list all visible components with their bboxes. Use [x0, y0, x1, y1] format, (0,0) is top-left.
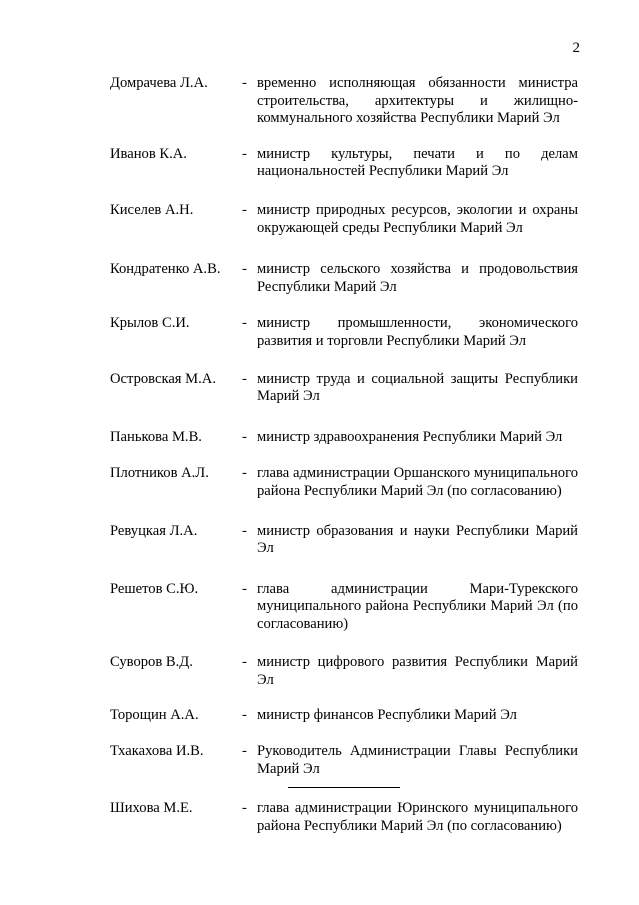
- member-role: министр сельского хозяйства и продовольствия Республики Марий Эл: [257, 261, 578, 295]
- list-item: [110, 465, 578, 500]
- members-list: [110, 75, 578, 836]
- dash-separator: -: [242, 370, 247, 387]
- member-name: Островская М.А.: [110, 370, 216, 387]
- member-name: Ревуцкая Л.А.: [110, 522, 198, 539]
- member-name: Кондратенко А.В.: [110, 261, 221, 278]
- dash-separator: -: [242, 654, 247, 671]
- member-role: министр культуры, печати и по делам национальностей Республики Марий Эл: [257, 145, 578, 180]
- member-role: министр финансов Республики Марий Эл: [257, 706, 517, 723]
- member-role: временно исполняющая обязанности министра строительства, архитектуры и жилищно-коммунального хозяйства Республики Марий Эл: [257, 75, 578, 127]
- member-role: Руководитель Администрации Главы Республики Марий Эл: [257, 743, 578, 777]
- member-name: Шихова М.Е.: [110, 800, 193, 817]
- dash-separator: -: [242, 522, 247, 539]
- list-item: [110, 75, 578, 128]
- member-name: Иванов К.А.: [110, 145, 187, 162]
- member-name: Домрачева Л.А.: [110, 75, 208, 91]
- dash-separator: -: [242, 580, 247, 597]
- list-item: [110, 707, 578, 725]
- dash-separator: -: [242, 75, 247, 91]
- member-name: Решетов С.Ю.: [110, 580, 199, 597]
- dash-separator: -: [242, 800, 247, 817]
- list-item: [110, 523, 578, 558]
- list-item: [110, 654, 578, 689]
- dash-separator: -: [242, 145, 247, 162]
- member-role: министр труда и социальной защиты Республики Марий Эл: [257, 370, 578, 405]
- member-role: министр природных ресурсов, экологии и охраны окружающей среды Республики Марий Эл: [257, 201, 578, 236]
- list-item: [110, 146, 578, 181]
- list-item: [110, 261, 578, 296]
- dash-separator: -: [242, 315, 247, 332]
- list-item: [110, 743, 578, 778]
- member-name: Панькова М.В.: [110, 428, 202, 445]
- dash-separator: -: [242, 743, 247, 760]
- member-name: Крылов С.И.: [110, 315, 190, 332]
- list-item: [110, 429, 578, 447]
- member-role: глава администрации Мари-Турекского муниципального района Республики Марий Эл (по согласованию): [257, 580, 578, 632]
- list-item: [110, 581, 578, 634]
- dash-separator: -: [242, 428, 247, 445]
- page-number: 2: [572, 40, 580, 56]
- member-role: министр образования и науки Республики Марий Эл: [257, 522, 578, 557]
- member-role: министр промышленности, экономического развития и торговли Республики Марий Эл: [257, 315, 578, 349]
- member-name: Торощин А.А.: [110, 706, 199, 723]
- dash-separator: -: [242, 465, 247, 482]
- member-name: Плотников А.Л.: [110, 465, 209, 482]
- member-role: министр цифрового развития Республики Марий Эл: [257, 654, 578, 689]
- list-item: [110, 202, 578, 237]
- member-name: Киселев А.Н.: [110, 201, 194, 218]
- list-item: [110, 371, 578, 406]
- list-item: [110, 800, 578, 835]
- dash-separator: -: [242, 706, 247, 723]
- member-name: Суворов В.Д.: [110, 654, 193, 671]
- member-role: министр здравоохранения Республики Марий Эл: [257, 428, 563, 445]
- dash-separator: -: [242, 201, 247, 218]
- member-role: глава администрации Юринского муниципального района Республики Марий Эл (по согласованию): [257, 800, 578, 835]
- list-item: [110, 315, 578, 350]
- dash-separator: -: [242, 261, 247, 278]
- member-role: глава администрации Оршанского муниципального района Республики Марий Эл (по согласованию): [257, 465, 578, 499]
- member-name: Тхакахова И.В.: [110, 743, 204, 760]
- end-of-list-line: [288, 787, 400, 788]
